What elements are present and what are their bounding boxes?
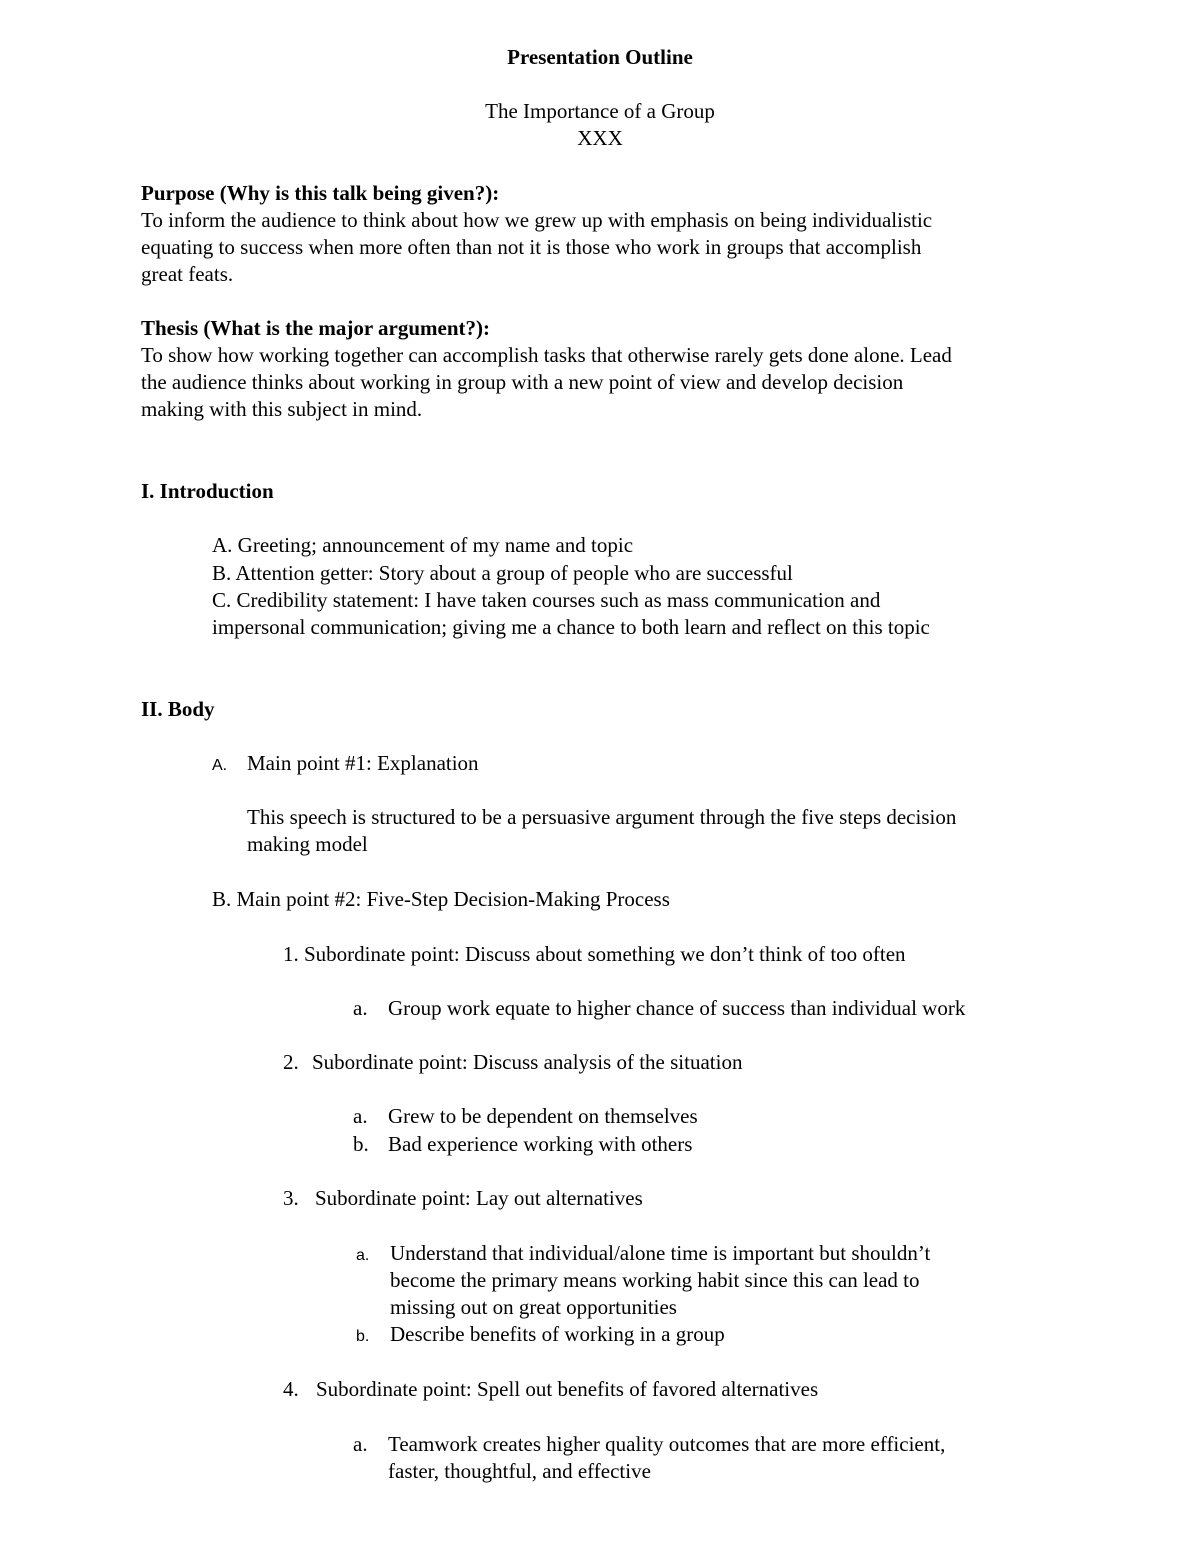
introduction-item: A. Greeting; announcement of my name and topic <box>212 533 634 557</box>
sub3-item-a-text: become the primary means working habit since this can lead to <box>390 1268 920 1292</box>
thesis-line: making with this subject in mind. <box>141 397 423 421</box>
sub1-item-marker: a. <box>353 996 368 1020</box>
sub2-item-text: Bad experience working with others <box>388 1132 693 1156</box>
sub3-item-a-text: missing out on great opportunities <box>390 1295 677 1319</box>
sub2-item-text: Grew to be dependent on themselves <box>388 1104 698 1128</box>
subordinate-point-1: 1. Subordinate point: Discuss about something we don’t think of too often <box>283 942 906 966</box>
document-author: XXX <box>577 126 623 150</box>
introduction-heading: I. Introduction <box>141 479 274 503</box>
subordinate-point-2: Subordinate point: Discuss analysis of the situation <box>312 1050 743 1074</box>
thesis-line: the audience thinks about working in group with a new point of view and develop decision <box>141 370 904 394</box>
main-point-a-text: This speech is structured to be a persuasive argument through the five steps decision <box>247 805 957 829</box>
body-heading: II. Body <box>141 697 215 721</box>
subordinate-point-3: Subordinate point: Lay out alternatives <box>315 1186 643 1210</box>
introduction-item: C. Credibility statement: I have taken courses such as mass communication and <box>212 588 881 612</box>
main-point-b-label: B. Main point #2: Five-Step Decision-Making Process <box>212 887 670 911</box>
sub3-item-b-marker: b. <box>356 1328 370 1345</box>
sub3-item-b-text: Describe benefits of working in a group <box>390 1322 725 1346</box>
main-point-a-label: Main point #1: Explanation <box>247 751 479 775</box>
sub4-item-a-text: Teamwork creates higher quality outcomes that are more efficient, <box>388 1432 946 1456</box>
purpose-heading: Purpose (Why is this talk being given?): <box>141 181 500 205</box>
subordinate-point-2-marker: 2. <box>283 1050 299 1074</box>
sub4-item-a-marker: a. <box>353 1432 368 1456</box>
subordinate-point-4: Subordinate point: Spell out benefits of favored alternatives <box>316 1377 819 1401</box>
thesis-line: To show how working together can accomplish tasks that otherwise rarely gets done alone. Lead <box>141 343 952 367</box>
document-subtitle: The Importance of a Group <box>485 99 715 123</box>
sub1-item-text: Group work equate to higher chance of success than individual work <box>388 996 966 1020</box>
main-point-a-text: making model <box>247 832 368 856</box>
subordinate-point-3-marker: 3. <box>283 1186 299 1210</box>
sub3-item-a-marker: a. <box>356 1247 370 1264</box>
introduction-item: impersonal communication; giving me a chance to both learn and reflect on this topic <box>212 615 930 639</box>
subordinate-point-4-marker: 4. <box>283 1377 299 1401</box>
sub4-item-a-text: faster, thoughtful, and effective <box>388 1459 651 1483</box>
sub2-item-marker: a. <box>353 1104 368 1128</box>
main-point-a-marker: A. <box>212 757 228 774</box>
introduction-item: B. Attention getter: Story about a group of people who are successful <box>212 561 793 585</box>
purpose-line: To inform the audience to think about how we grew up with emphasis on being individualistic <box>141 208 933 232</box>
sub3-item-a-text: Understand that individual/alone time is important but shouldn’t <box>390 1241 931 1265</box>
thesis-heading: Thesis (What is the major argument?): <box>141 316 491 340</box>
purpose-line: great feats. <box>141 262 234 286</box>
sub2-item-marker: b. <box>353 1132 369 1156</box>
purpose-line: equating to success when more often than not it is those who work in groups that accomplish <box>141 235 922 259</box>
document-title: Presentation Outline <box>507 45 693 69</box>
